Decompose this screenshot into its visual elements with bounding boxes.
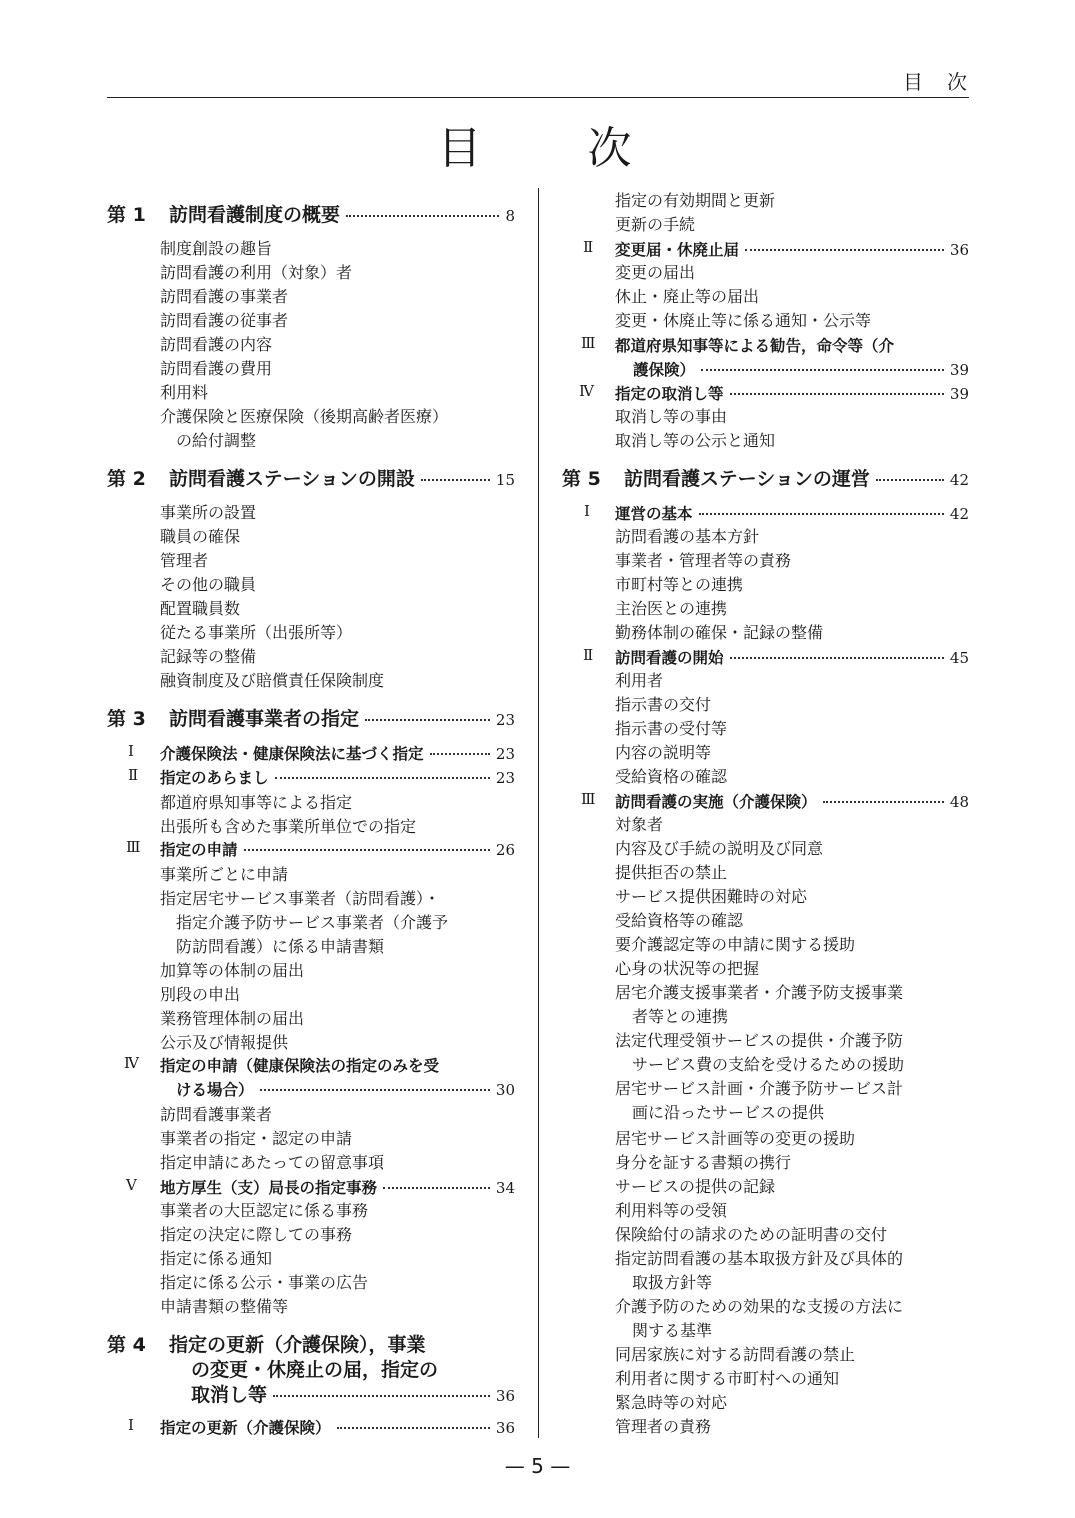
toc-item[interactable]: 介護予防のための効果的な支援の方法に: [615, 1297, 904, 1316]
chapter-title: 指定の更新（介護保険），事業: [169, 1334, 426, 1356]
toc-section[interactable]: [615, 646, 969, 668]
toc-item-continued[interactable]: 画に沿ったサービスの提供: [632, 1103, 825, 1122]
section-title: 訪問看護の実施（介護保険）: [615, 793, 817, 811]
toc-item-continued[interactable]: 者等との連携: [632, 1007, 729, 1026]
toc-item[interactable]: 指定居宅サービス事業者（訪問看護）・: [160, 889, 441, 908]
toc-item[interactable]: 指定に係る通知: [160, 1249, 273, 1268]
chapter-number: 第 5: [562, 468, 601, 490]
toc-item[interactable]: 職員の確保: [160, 527, 241, 546]
section-title: 指定の取消し等: [615, 385, 724, 403]
page-ref: 48: [949, 793, 969, 811]
toc-section-line1[interactable]: [615, 334, 894, 356]
toc-section[interactable]: [160, 838, 515, 860]
chapter-number: 第 4: [107, 1334, 146, 1356]
toc-item[interactable]: 法定代理受領サービスの提供・介護予防: [615, 1031, 904, 1050]
section-title: 運営の基本: [615, 505, 693, 523]
section-roman-numeral: Ⅳ: [579, 382, 594, 400]
dot-leader: [730, 657, 944, 659]
toc-item[interactable]: 訪問看護の内容: [160, 335, 273, 354]
section-roman-numeral: Ⅳ: [124, 1054, 139, 1072]
page-ref: 30: [495, 1081, 515, 1099]
page-ref: 36: [495, 1419, 515, 1437]
toc-section[interactable]: [615, 238, 969, 260]
section-title: 指定の申請（健康保険法の指定のみを受: [160, 1057, 440, 1075]
toc-item-continued[interactable]: 関する基準: [632, 1321, 713, 1340]
section-title: 地方厚生（支）局長の指定事務: [160, 1179, 378, 1197]
toc-item[interactable]: 出張所も含めた事業所単位での指定: [160, 817, 417, 836]
toc-section[interactable]: [615, 382, 969, 404]
section-title: 指定のあらまし: [160, 769, 269, 787]
toc-item[interactable]: 都道府県知事等による指定: [160, 793, 353, 812]
page-title: 目 次: [437, 123, 638, 174]
section-roman-numeral: Ⅲ: [581, 334, 596, 352]
toc-item[interactable]: 居宅サービス計画等の変更の援助: [615, 1129, 856, 1148]
toc-item[interactable]: 取消し等の公示と通知: [615, 431, 776, 450]
toc-item[interactable]: 別段の申出: [160, 985, 241, 1004]
dot-leader: [730, 393, 944, 395]
toc-item[interactable]: 訪問看護の事業者: [160, 287, 289, 306]
toc-item-continued[interactable]: 防訪問看護）に係る申請書類: [176, 937, 385, 956]
toc-item[interactable]: 制度創設の趣旨: [160, 239, 273, 258]
section-title: 変更届・休廃止届: [615, 241, 740, 259]
page-ref: 45: [949, 649, 969, 667]
page-ref: 23: [495, 745, 515, 763]
dot-leader: [383, 1187, 490, 1189]
toc-item[interactable]: 指定の有効期間と更新: [615, 191, 776, 210]
toc-item[interactable]: 指定申請にあたっての留意事項: [160, 1153, 385, 1172]
dot-leader: [876, 479, 944, 481]
toc-section[interactable]: [160, 1416, 515, 1438]
page-ref: 39: [949, 361, 969, 379]
toc-item[interactable]: 要介護認定等の申請に関する援助: [615, 935, 856, 954]
chapter-title: 訪問看護制度の概要: [169, 204, 341, 226]
page-ref: 36: [495, 1387, 515, 1405]
page-ref: 15: [495, 471, 515, 489]
toc-item[interactable]: 主治医との連携: [615, 599, 728, 618]
dot-leader: [421, 479, 490, 481]
toc-chapter-3[interactable]: [107, 704, 515, 731]
toc-item[interactable]: サービス提供困難時の対応: [615, 887, 808, 906]
toc-section[interactable]: [615, 502, 969, 524]
toc-item[interactable]: 指示書の受付等: [615, 719, 728, 738]
toc-item[interactable]: 内容の説明等: [615, 743, 712, 762]
dot-leader: [745, 249, 944, 251]
toc-item[interactable]: 従たる事業所（出張所等）: [160, 623, 353, 642]
toc-item[interactable]: 事業者・管理者等の責務: [615, 551, 792, 570]
toc-item[interactable]: 対象者: [615, 815, 664, 834]
toc-item[interactable]: 事業所の設置: [160, 503, 257, 522]
page-ref: 42: [949, 471, 969, 489]
toc-item[interactable]: 事業所ごとに申請: [160, 865, 289, 884]
section-roman-numeral: Ⅴ: [126, 1176, 137, 1194]
toc-item[interactable]: 訪問看護の利用（対象）者: [160, 263, 353, 282]
page-ref: 39: [949, 385, 969, 403]
toc-chapter-1[interactable]: [107, 200, 515, 227]
toc-section-line1[interactable]: [160, 1054, 439, 1076]
toc-item[interactable]: 訪問看護の基本方針: [615, 527, 760, 546]
toc-item[interactable]: 指定の決定に際しての事務: [160, 1225, 353, 1244]
toc-chapter-4-line3[interactable]: [191, 1380, 515, 1407]
page-number: — 5 —: [504, 1454, 571, 1478]
page-ref: 23: [495, 769, 515, 787]
toc-chapter-4-line1[interactable]: [107, 1330, 426, 1357]
chapter-number: 第 3: [107, 708, 146, 730]
toc-item[interactable]: 利用者: [615, 671, 664, 690]
toc-item[interactable]: 内容及び手続の説明及び同意: [615, 839, 824, 858]
toc-section-line2[interactable]: [176, 1078, 515, 1100]
dot-leader: [275, 777, 490, 779]
section-roman-numeral: Ⅱ: [128, 766, 139, 784]
toc-item[interactable]: 加算等の体制の届出: [160, 961, 305, 980]
dot-leader: [701, 369, 944, 371]
toc-chapter-5[interactable]: [562, 464, 969, 491]
dot-leader: [823, 801, 944, 803]
dot-leader: [337, 1427, 490, 1429]
toc-item[interactable]: 休止・廃止等の届出: [615, 287, 760, 306]
section-title: ける場合）: [176, 1081, 254, 1099]
chapter-title: 訪問看護ステーションの開設: [169, 468, 415, 490]
chapter-number: 第 1: [107, 204, 146, 226]
toc-chapter-4-line2[interactable]: [191, 1355, 438, 1382]
toc-item[interactable]: 心身の状況等の把握: [615, 959, 760, 978]
toc-item[interactable]: 取消し等の事由: [615, 407, 728, 426]
dot-leader: [346, 215, 499, 217]
section-roman-numeral: Ⅰ: [584, 502, 590, 520]
toc-item[interactable]: 配置職員数: [160, 599, 241, 618]
page-ref: 36: [949, 241, 969, 259]
toc-item[interactable]: 訪問看護の従事者: [160, 311, 289, 330]
toc-item[interactable]: 受給資格等の確認: [615, 911, 744, 930]
toc-item[interactable]: 提供拒否の禁止: [615, 863, 728, 882]
toc-item[interactable]: 勤務体制の確保・記録の整備: [615, 623, 824, 642]
dot-leader: [430, 753, 490, 755]
toc-item[interactable]: 利用料等の受領: [615, 1201, 728, 1220]
section-title: 都道府県知事等による勧告，命令等（介: [615, 337, 895, 355]
section-title: 介護保険法・健康保険法に基づく指定: [160, 745, 424, 763]
page-ref: 42: [949, 505, 969, 523]
dot-leader: [699, 513, 944, 515]
chapter-title: 訪問看護事業者の指定: [169, 708, 360, 730]
dot-leader: [273, 1395, 490, 1397]
column-divider: [538, 188, 539, 1438]
header-rule: [107, 97, 969, 98]
toc-section[interactable]: [160, 742, 515, 764]
section-roman-numeral: Ⅱ: [583, 238, 594, 256]
toc-item[interactable]: 身分を証する書類の携行: [615, 1153, 792, 1172]
toc-chapter-2[interactable]: [107, 464, 515, 491]
toc-item-continued[interactable]: の給付調整: [176, 431, 257, 450]
section-title: 指定の申請: [160, 841, 238, 859]
toc-item-continued[interactable]: 指定介護予防サービス事業者（介護予: [176, 913, 449, 932]
toc-item[interactable]: 変更・休廃止等に係る通知・公示等: [615, 311, 872, 330]
toc-item[interactable]: 事業者の大臣認定に係る事務: [160, 1201, 369, 1220]
section-roman-numeral: Ⅱ: [583, 646, 594, 664]
toc-section[interactable]: [160, 766, 515, 788]
chapter-title: 訪問看護ステーションの運営: [624, 468, 870, 490]
toc-item[interactable]: 保険給付の請求のための証明書の交付: [615, 1225, 888, 1244]
section-roman-numeral: Ⅰ: [128, 742, 134, 760]
toc-item[interactable]: 訪問看護の費用: [160, 359, 273, 378]
toc-item[interactable]: 同居家族に対する訪問看護の禁止: [615, 1345, 856, 1364]
toc-item[interactable]: 管理者: [160, 551, 209, 570]
toc-item[interactable]: 事業者の指定・認定の申請: [160, 1129, 353, 1148]
toc-section-line2[interactable]: [633, 358, 969, 380]
toc-item[interactable]: 管理者の責務: [615, 1417, 712, 1436]
section-roman-numeral: Ⅰ: [128, 1416, 134, 1434]
toc-item[interactable]: 変更の届出: [615, 263, 696, 282]
chapter-title: 取消し等: [191, 1384, 268, 1406]
toc-item[interactable]: その他の職員: [160, 575, 257, 594]
chapter-number: 第 2: [107, 468, 146, 490]
chapter-title: の変更・休廃止の届，指定の: [191, 1359, 439, 1381]
toc-item[interactable]: 居宅サービス計画・介護予防サービス計: [615, 1079, 904, 1098]
page-ref: 23: [495, 711, 515, 729]
toc-item[interactable]: 指定に係る公示・事業の広告: [160, 1273, 369, 1292]
toc-item[interactable]: 業務管理体制の届出: [160, 1009, 305, 1028]
toc-section[interactable]: [160, 1176, 515, 1198]
page-ref: 8: [505, 207, 515, 225]
toc-item[interactable]: 指示書の交付: [615, 695, 712, 714]
toc-item[interactable]: 利用料: [160, 383, 209, 402]
toc-item[interactable]: 公示及び情報提供: [160, 1033, 289, 1052]
section-roman-numeral: Ⅲ: [126, 838, 141, 856]
toc-item[interactable]: 申請書類の整備等: [160, 1297, 289, 1316]
toc-item-continued[interactable]: 取扱方針等: [632, 1273, 713, 1292]
toc-item[interactable]: 緊急時等の対応: [615, 1393, 728, 1412]
toc-item[interactable]: 融資制度及び賠償責任保険制度: [160, 671, 385, 690]
toc-item[interactable]: 介護保険と医療保険（後期高齢者医療）: [160, 407, 449, 426]
toc-item[interactable]: 市町村等との連携: [615, 575, 744, 594]
section-title: 訪問看護の開始: [615, 649, 724, 667]
toc-item[interactable]: 利用者に関する市町村への通知: [615, 1369, 840, 1388]
dot-leader: [244, 849, 490, 851]
page-ref: 26: [495, 841, 515, 859]
section-title: 護保険）: [633, 361, 696, 379]
page-ref: 34: [495, 1179, 515, 1197]
dot-leader: [260, 1089, 490, 1091]
toc-item[interactable]: 居宅介護支援事業者・介護予防支援事業: [615, 983, 904, 1002]
running-head: 目 次: [903, 70, 969, 94]
section-title: 指定の更新（介護保険）: [160, 1419, 331, 1437]
toc-item[interactable]: 訪問看護事業者: [160, 1105, 273, 1124]
toc-item-continued[interactable]: サービス費の支給を受けるための援助: [632, 1055, 905, 1074]
toc-item[interactable]: 受給資格の確認: [615, 767, 728, 786]
toc-item[interactable]: 記録等の整備: [160, 647, 257, 666]
toc-section[interactable]: [615, 790, 969, 812]
toc-item[interactable]: サービスの提供の記録: [615, 1177, 776, 1196]
toc-item[interactable]: 更新の手続: [615, 215, 696, 234]
dot-leader: [365, 719, 490, 721]
section-roman-numeral: Ⅲ: [581, 790, 596, 808]
toc-item[interactable]: 指定訪問看護の基本取扱方針及び具体的: [615, 1249, 904, 1268]
